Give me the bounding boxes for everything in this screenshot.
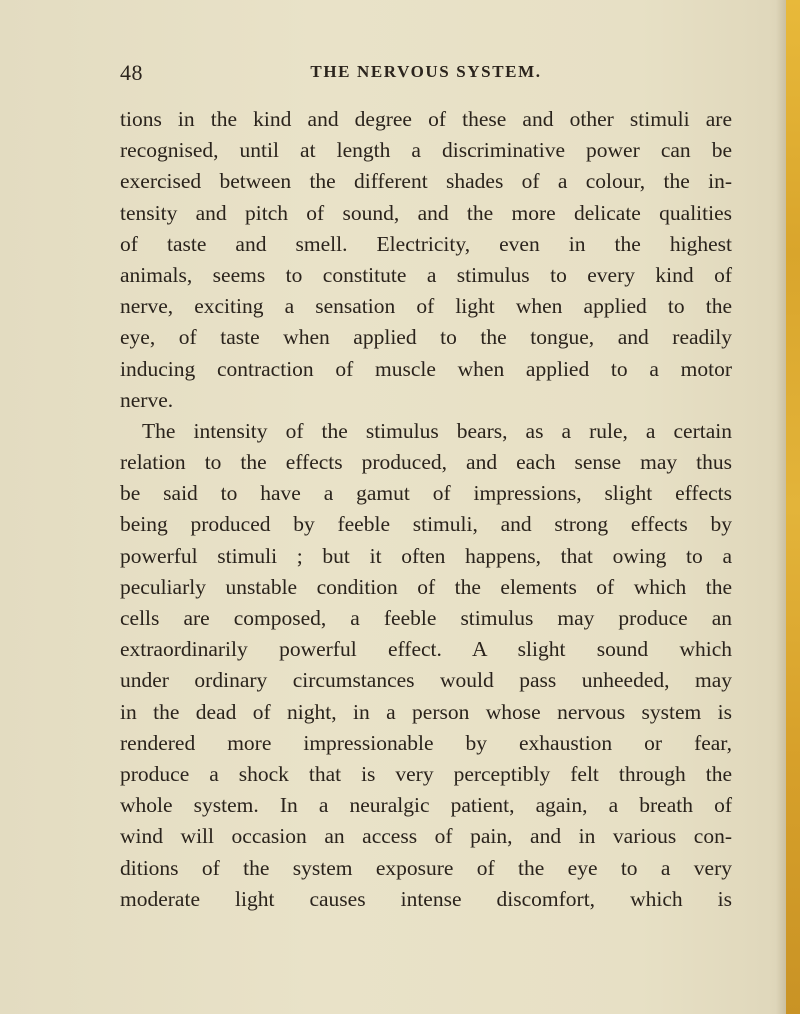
- text-line: relation to the effects produced, and each sense may thus: [120, 450, 732, 475]
- text-line: recognised, until at length a discriminative power can be: [120, 138, 732, 163]
- text-line: powerful stimuli ; but it often happens, that owing to a: [120, 543, 732, 568]
- paragraph-first-line: The intensity of the stimulus bears, as a rule, a certain: [142, 418, 732, 443]
- text-line: peculiarly unstable condition of the elements of which the: [120, 574, 732, 599]
- text-line: eye, of taste when applied to the tongue, and readily: [120, 325, 732, 350]
- body-text: [120, 104, 732, 915]
- text-line: being produced by feeble stimuli, and strong effects by: [120, 512, 732, 537]
- page-gutter-shadow: [776, 0, 786, 1014]
- text-line: nerve, exciting a sensation of light when applied to the: [120, 294, 732, 319]
- text-line: wind will occasion an access of pain, and in various con-: [120, 824, 732, 849]
- text-line: extraordinarily powerful effect. A slight sound which: [120, 637, 732, 662]
- text-line: tions in the kind and degree of these and other stimuli are: [120, 107, 732, 131]
- text-line: under ordinary circumstances would pass unheeded, may: [120, 668, 732, 693]
- text-line: in the dead of night, in a person whose nervous system is: [120, 699, 732, 724]
- text-line: ditions of the system exposure of the eye to a very: [120, 855, 732, 880]
- text-line: of taste and smell. Electricity, even in the highest: [120, 231, 732, 256]
- text-line: nerve.: [120, 387, 174, 412]
- text-line: be said to have a gamut of impressions, slight effects: [120, 481, 732, 506]
- text-line: rendered more impressionable by exhaustion or fear,: [120, 730, 732, 755]
- page-number: 48: [120, 60, 143, 85]
- text-line: tensity and pitch of sound, and the more delicate qualities: [120, 200, 732, 225]
- text-line: whole system. In a neuralgic patient, again, a breath of: [120, 793, 732, 818]
- text-line: produce a shock that is very perceptibly felt through the: [120, 761, 732, 786]
- text-line: inducing contraction of muscle when applied to a motor: [120, 356, 732, 381]
- text-line: cells are composed, a feeble stimulus may produce an: [120, 606, 732, 630]
- text-line: exercised between the different shades of a colour, the in-: [120, 169, 732, 194]
- text-line: animals, seems to constitute a stimulus to every kind of: [120, 262, 732, 287]
- running-head: [120, 60, 732, 90]
- gilt-page-edge: [786, 0, 800, 1014]
- text-line: moderate light causes intense discomfort, which is: [120, 886, 732, 911]
- running-head-title: THE NERVOUS SYSTEM.: [310, 62, 542, 81]
